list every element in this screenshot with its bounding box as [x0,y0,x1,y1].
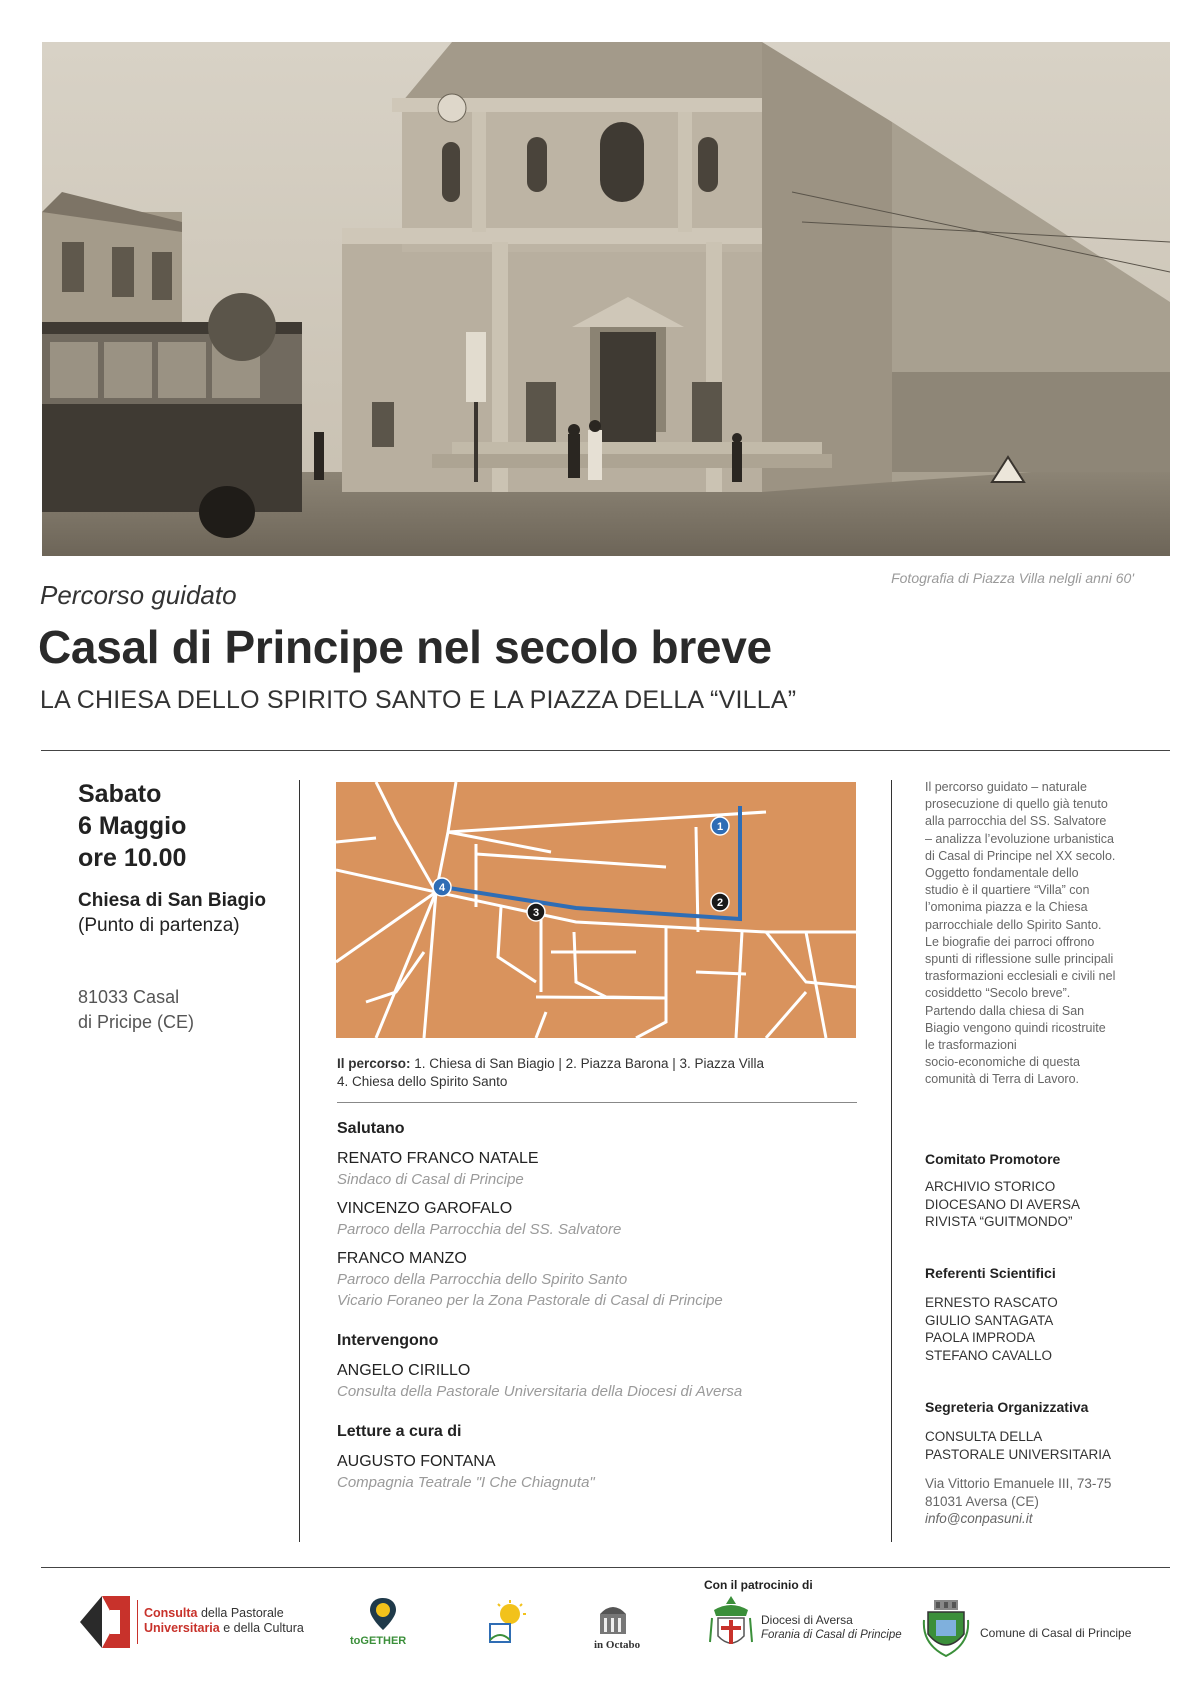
speaker-name: ANGELO CIRILLO [337,1362,471,1379]
description-line: spunti di riflessione sulle principali [925,952,1114,967]
event-time: ore 10.00 [78,844,187,872]
description-line: studio è il quartiere “Villa” con [925,883,1090,898]
universitaria-rest: e della Cultura [219,1621,304,1635]
description-line: Le biografie dei parroci offrono [925,934,1095,949]
diocesi-forania: Forania di Casal di Principe [761,1629,902,1641]
description-line: prosecuzione di quello già tenuto [925,797,1108,812]
marker-3 [527,903,545,921]
speaker-role: Compagnia Teatrale "I Che Chiagnuta" [337,1474,595,1491]
consulta-word: Consulta [144,1606,198,1620]
segreteria-list [925,1428,1165,1463]
casale-logo-icon [486,1600,530,1646]
segreteria-item: PASTORALE UNIVERSITARIA [925,1446,1112,1462]
description-line: Biagio vengono quindi ricostruite [925,1020,1106,1035]
contact-email[interactable]: info@conpasuni.it [925,1511,1033,1526]
referenti-list [925,1294,1165,1364]
address-line: Via Vittorio Emanuele III, 73-75 [925,1476,1112,1491]
intervengono-heading: Intervengono [337,1332,439,1349]
footer-divider [41,1567,1170,1568]
diocesi-coat-of-arms-icon [706,1596,756,1658]
route-legend-line-1: 1. Chiesa di San Biagio | 2. Piazza Barona | 3. Piazza Villa [414,1056,765,1071]
event-address [78,985,258,1035]
marker-1-label: 1 [716,821,724,833]
page-subtitle: LA CHIESA DELLO SPIRITO SANTO E LA PIAZZA DELLA “VILLA” [40,686,797,714]
description-line: – analizza l’evoluzione urbanistica [925,831,1115,846]
marker-2-label: 2 [716,897,724,909]
speaker-name: VINCENZO GAROFALO [337,1200,513,1217]
route-map [336,782,856,1038]
letture-heading: Letture a cura di [337,1423,462,1440]
consulta-logo-icon [80,1596,130,1648]
description-line: trasformazioni ecclesiali e civili nel [925,969,1116,984]
venue-note: (Punto di partenza) [78,915,240,936]
octabo-logo-icon [596,1600,630,1636]
referenti-item: STEFANO CAVALLO [925,1347,1053,1363]
photo-caption: Fotografia di Piazza Villa nelgli anni 60' [891,570,1134,586]
description-line: parrocchiale dello Spirito Santo. [925,917,1102,932]
marker-3-label: 3 [532,907,540,919]
speaker-role: Consulta della Pastorale Universitaria della Diocesi di Aversa [337,1383,743,1400]
description-line: di Casal di Principe nel XX secolo. [925,848,1116,863]
together-logo-icon [370,1598,396,1630]
header-divider [41,750,1170,751]
event-description [925,779,1135,1089]
description-line: comunità di Terra di Lavoro. [925,1072,1080,1087]
column-divider-left [299,780,300,1542]
consulta-logo-text [144,1606,304,1636]
address-line-1: 81033 Casal [78,987,180,1007]
program-divider [337,1102,857,1103]
consulta-rest: della Pastorale [197,1606,284,1620]
marker-2 [711,893,729,911]
patrocinio-label: Con il patrocinio di [704,1578,813,1592]
route-legend-label: Il percorso: [337,1056,411,1071]
route-legend [337,1055,857,1091]
referenti-heading: Referenti Scientifici [925,1265,1056,1281]
event-when [78,778,186,874]
description-line: Il percorso guidato – naturale [925,780,1087,794]
comitato-item: ARCHIVIO STORICO [925,1179,1056,1194]
speaker-name: AUGUSTO FONTANA [337,1453,496,1470]
description-line: cosiddetto “Secolo breve”. [925,986,1071,1001]
description-line: Partendo dalla chiesa di San [925,1003,1085,1018]
speaker-role: Vicario Foraneo per la Zona Pastorale di Casal di Principe [337,1292,723,1309]
address-line-2: di Pricipe (CE) [78,1012,195,1032]
description-line: l’omonima piazza e la Chiesa [925,900,1088,915]
salutano-heading: Salutano [337,1120,405,1137]
segreteria-heading: Segreteria Organizzativa [925,1399,1089,1415]
comune-coat-of-arms-icon [922,1600,970,1658]
description-line: le trasformazioni [925,1038,1017,1053]
hero-photo [42,42,1170,556]
comitato-item: DIOCESANO DI AVERSA [925,1196,1081,1212]
segreteria-item: CONSULTA DELLA [925,1429,1043,1444]
event-date: 6 Maggio [78,812,187,840]
address-line: 81031 Aversa (CE) [925,1493,1039,1509]
segreteria-address [925,1475,1165,1528]
comitato-item: RIVISTA “GUITMONDO” [925,1214,1073,1229]
referenti-item: PAOLA IMPRODA [925,1330,1036,1345]
marker-1 [711,817,729,835]
marker-4 [433,878,451,896]
event-kicker: Percorso guidato [40,580,237,610]
referenti-item: GIULIO SANTAGATA [925,1312,1054,1328]
together-logo-text: toGETHER [350,1635,407,1647]
octabo-logo-text: in Octabo [594,1639,641,1651]
description-line: alla parrocchia del SS. Salvatore [925,814,1107,829]
column-divider-right [891,780,892,1542]
universitaria-word: Universitaria [144,1621,220,1635]
route-map-streets [336,782,856,1038]
comitato-list [925,1178,1165,1231]
route-legend-line-2: 4. Chiesa dello Spirito Santo [337,1074,508,1089]
speaker-name: FRANCO MANZO [337,1250,467,1267]
speaker-role: Parroco della Parrocchia dello Spirito Santo [337,1271,628,1288]
speaker-role: Sindaco di Casal di Principe [337,1171,524,1188]
description-line: Oggetto fondamentale dello [925,866,1079,881]
speaker-role: Parroco della Parrocchia del SS. Salvatore [337,1221,622,1238]
marker-4-label: 4 [438,882,446,894]
speaker-name: RENATO FRANCO NATALE [337,1150,539,1167]
consulta-logo-divider [137,1600,138,1644]
description-line: socio-economiche di questa [925,1055,1080,1070]
page-title: Casal di Principe nel secolo breve [38,621,772,673]
venue-name: Chiesa di San Biagio [78,890,266,911]
event-day: Sabato [78,780,162,808]
comune-text: Comune di Casal di Principe [980,1626,1132,1640]
diocesi-name: Diocesi di Aversa [761,1613,853,1627]
comitato-heading: Comitato Promotore [925,1151,1061,1167]
diocesi-text [761,1613,902,1643]
event-venue [78,888,268,938]
church-photo-illustration [42,42,1170,556]
referenti-item: ERNESTO RASCATO [925,1295,1058,1310]
